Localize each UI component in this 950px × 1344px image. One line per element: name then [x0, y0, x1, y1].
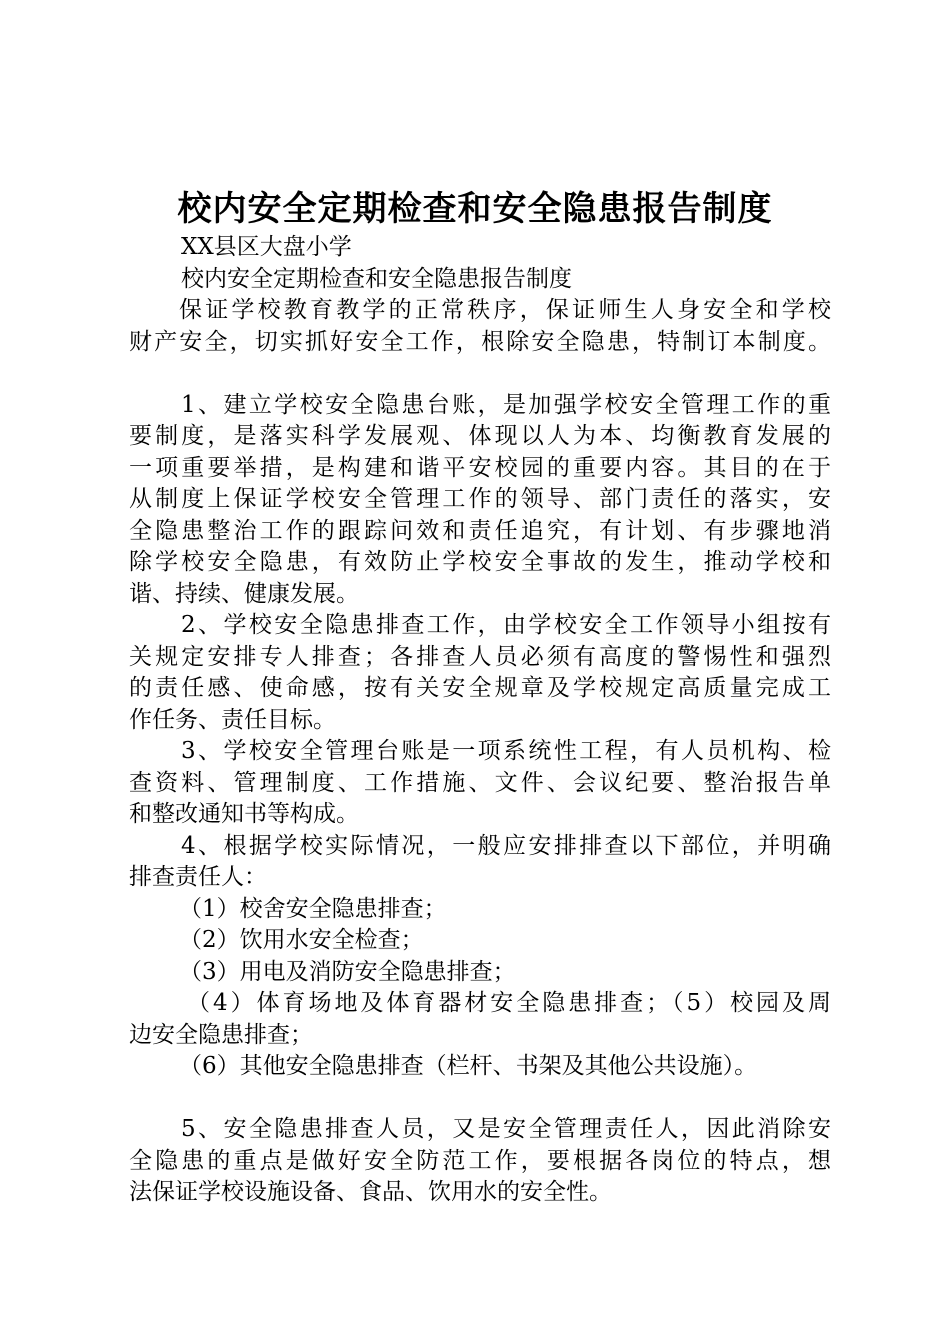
body-line: 和整改通知书等构成。: [129, 801, 359, 827]
body-line: 边安全隐患排查；: [129, 1021, 313, 1048]
body-line: 全隐患整治工作的跟踪问效和责任追究，有计划、有步骤地消: [129, 517, 831, 544]
body-line: 谐、持续、健康发展。: [129, 580, 359, 607]
blank-line: [129, 358, 831, 390]
body-line: 从制度上保证学校安全管理工作的领导、部门责任的落实，安: [129, 486, 831, 512]
body-line: 除学校安全隐患，有效防止学校安全事故的发生，推动学校和: [129, 549, 831, 575]
body-line: 关规定安排专人排查；各排查人员必须有高度的警惕性和强烈: [129, 643, 831, 670]
body-line: 法保证学校设施设备、食品、饮用水的安全性。: [129, 1179, 612, 1205]
body-line: 保证学校教育教学的正常秩序，保证师生人身安全和学校: [179, 297, 831, 323]
body-line: 排查责任人：: [129, 864, 267, 890]
body-line: 5、安全隐患排查人员，又是安全管理责任人，因此消除安: [181, 1116, 831, 1142]
body-line: 作任务、责任目标。: [129, 706, 336, 733]
body-line: 全隐患的重点是做好安全防范工作，要根据各岗位的特点，想: [129, 1147, 831, 1174]
body-line: 查资料、管理制度、工作措施、文件、会议纪要、整治报告单: [129, 769, 831, 796]
blank-line: [129, 1083, 831, 1115]
body-line: 财产安全，切实抓好安全工作，根除安全隐患，特制订本制度。: [129, 328, 831, 355]
body-line: 3、学校安全管理台账是一项系统性工程，有人员机构、检: [181, 738, 831, 764]
body-line: 一项重要举措，是构建和谐平安校园的重要内容。其目的在于: [129, 454, 831, 481]
body-line: 4、根据学校实际情况，一般应安排排查以下部位，并明确: [181, 832, 831, 859]
body-line: （1）校舍安全隐患排查；: [179, 895, 447, 922]
body-line: 要制度，是落实科学发展观、体现以人为本、均衡教育发展的: [129, 423, 831, 449]
document-body: [129, 232, 831, 1209]
body-line: 1、建立学校安全隐患台账，是加强学校安全管理工作的重: [181, 391, 831, 418]
body-line: 2、学校安全隐患排查工作，由学校安全工作领导小组按有: [181, 612, 831, 638]
document-title: 校内安全定期检查和安全隐患报告制度: [177, 189, 773, 229]
body-line: （3）用电及消防安全隐患排查；: [179, 958, 516, 985]
body-line: 的责任感、使命感，按有关安全规章及学校规定高质量完成工: [129, 675, 831, 701]
body-line: 校内安全定期检查和安全隐患报告制度: [181, 265, 572, 292]
body-line: （2）饮用水安全检查；: [179, 927, 424, 953]
body-line: （4）体育场地及体育器材安全隐患排查；（5）校园及周: [187, 990, 831, 1016]
body-line: XX县区大盘小学: [181, 234, 352, 260]
body-line: （6）其他安全隐患排查（栏杆、书架及其他公共设施）。: [179, 1053, 758, 1079]
